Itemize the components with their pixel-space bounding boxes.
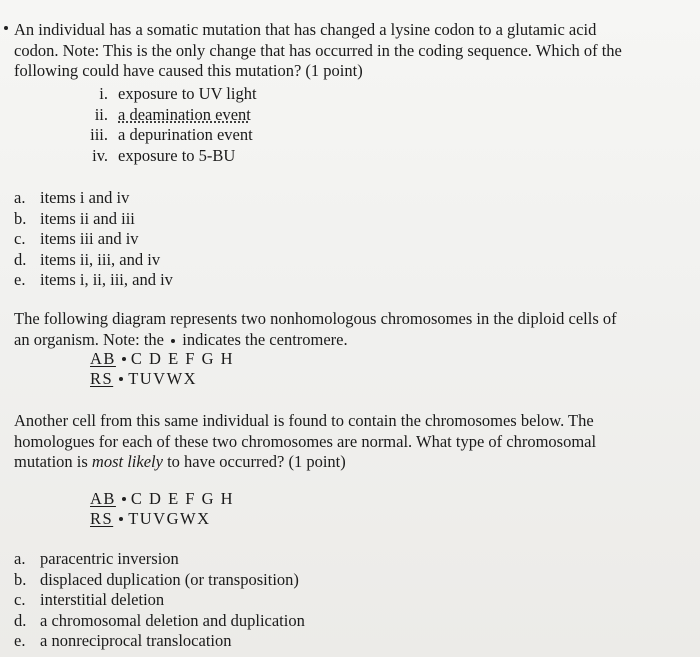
option-letter: c. [14, 229, 26, 248]
answer-option[interactable] [14, 209, 173, 230]
q2-intro-line2a: an organism. Note: the [14, 329, 164, 349]
answer-option[interactable] [14, 188, 173, 209]
roman-item [76, 105, 257, 126]
answer-option[interactable] [14, 570, 305, 591]
chromosome-arm-long: TUVGWX [128, 509, 211, 528]
roman-text: exposure to UV light [118, 84, 257, 103]
roman-item [76, 125, 257, 146]
chromosome-arm-short: RS [90, 509, 114, 528]
q1-stem-line1: An individual has a somatic mutation that has changed a lysine codon to a glutamic acid [14, 20, 597, 39]
option-text: items i, ii, iii, and iv [40, 270, 173, 289]
q1-stem-line2: codon. Note: This is the only change that has occurred in the coding sequence. Which of the [14, 40, 622, 60]
chromosome-arm-long: TUVWX [128, 369, 198, 388]
answer-option[interactable] [14, 250, 173, 271]
option-text: a chromosomal deletion and duplication [40, 610, 305, 630]
option-text: a nonreciprocal translocation [40, 631, 232, 650]
chromosome-diagram-normal [90, 349, 234, 389]
q2-options [14, 549, 305, 652]
q2-intro-line1: The following diagram represents two nonhomologous chromosomes in the diploid cells of [14, 309, 617, 328]
option-text: items ii and iii [40, 208, 135, 228]
option-letter: d. [14, 610, 27, 630]
q2-stem [14, 411, 686, 473]
answer-option[interactable] [14, 270, 173, 291]
option-letter: a. [14, 188, 26, 207]
roman-number: ii. [94, 104, 108, 124]
roman-number: iv. [92, 145, 108, 165]
chromosome-2 [90, 369, 234, 389]
q1-stem-line3: following could have caused this mutation? (1 point) [14, 61, 363, 80]
option-text: displaced duplication (or transposition) [40, 569, 299, 589]
roman-number: i. [99, 84, 108, 103]
centromere-icon [119, 517, 123, 521]
answer-option[interactable] [14, 611, 305, 632]
q2-stem-line1: Another cell from this same individual is found to contain the chromosomes below. The [14, 411, 594, 430]
roman-text: exposure to 5-BU [118, 145, 236, 165]
chromosome-arm-short: RS [90, 369, 114, 388]
option-text: items i and iv [40, 188, 130, 207]
option-text: interstitial deletion [40, 590, 165, 609]
q2-stem-emphasis: most likely [91, 452, 163, 471]
centromere-icon [119, 377, 123, 381]
roman-number: iii. [90, 125, 108, 144]
answer-option[interactable] [14, 631, 305, 652]
chromosome-arm-long: C D E F G H [130, 349, 235, 368]
option-text: items iii and iv [40, 229, 139, 248]
centromere-icon [122, 357, 126, 361]
chromosome-diagram-mutant [90, 489, 234, 529]
option-letter: c. [14, 590, 26, 609]
chromosome-1 [90, 349, 234, 369]
roman-item [76, 146, 257, 167]
chromosome-3 [90, 489, 234, 509]
q2-intro-line2b: indicates the centromere. [182, 329, 348, 349]
chromosome-arm-short: AB [90, 489, 116, 508]
q2-stem-line3b: to have occurred? (1 point) [167, 452, 346, 471]
option-letter: a. [14, 549, 26, 568]
q2-intro [14, 309, 686, 350]
q1-roman-list [76, 84, 257, 166]
q2-stem-line2: homologues for each of these two chromosomes are normal. What type of chromosomal [14, 431, 597, 451]
chromosome-arm-long: C D E F G H [130, 489, 235, 508]
option-letter: b. [14, 569, 27, 589]
option-letter: e. [14, 631, 26, 650]
centromere-dot-icon [171, 339, 175, 343]
roman-item [76, 84, 257, 105]
option-text: items ii, iii, and iv [40, 249, 161, 269]
q1-options [14, 188, 173, 291]
chromosome-4 [90, 509, 234, 529]
answer-option[interactable] [14, 549, 305, 570]
centromere-icon [122, 497, 126, 501]
chromosome-arm-short: AB [90, 349, 116, 368]
roman-text: a depurination event [118, 125, 253, 144]
q1-stem [14, 20, 686, 82]
option-letter: e. [14, 270, 26, 289]
answer-option[interactable] [14, 590, 305, 611]
answer-option[interactable] [14, 229, 173, 250]
bullet-dot [4, 26, 8, 30]
option-letter: d. [14, 249, 27, 269]
option-letter: b. [14, 208, 27, 228]
option-text: paracentric inversion [40, 549, 179, 568]
roman-text: a deamination event [118, 104, 251, 124]
q2-stem-line3a: mutation is [14, 452, 88, 471]
